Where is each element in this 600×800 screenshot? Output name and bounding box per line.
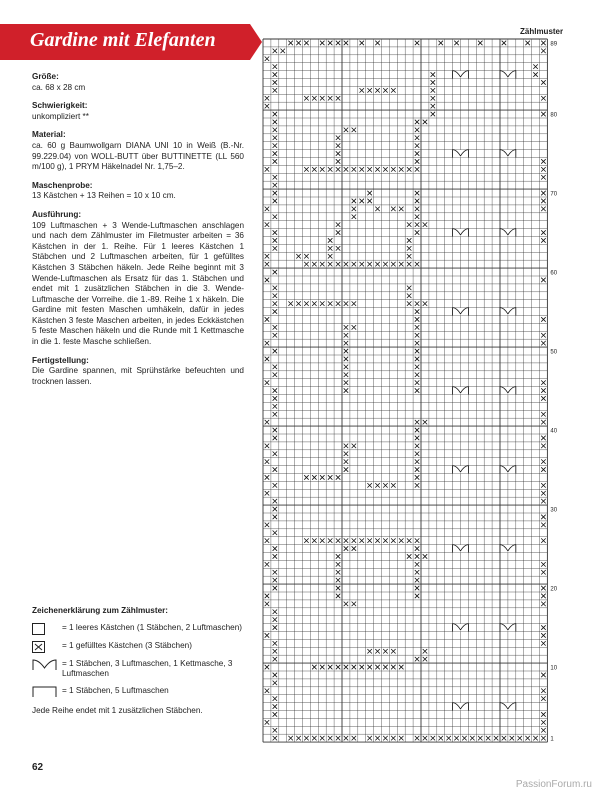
section-size (32, 72, 244, 93)
page-title: Gardine mit Elefanten (30, 29, 216, 51)
legend-footnote: Jede Reihe endet mit 1 zusätzlichen Stäbchen. (32, 705, 203, 715)
legend-text: = 1 gefülltes Kästchen (3 Stäbchen) (62, 640, 192, 650)
page-number: 62 (32, 762, 44, 773)
section-heading: Größe: (32, 72, 59, 81)
site-watermark: PassionForum.ru (515, 779, 592, 790)
section-material (32, 130, 244, 172)
legend-text: = 1 leeres Kästchen (1 Stäbchen, 2 Luftmaschen) (62, 622, 243, 632)
empty-box-icon (32, 623, 58, 635)
chart-title: Zählmuster (520, 27, 564, 36)
section-heading: Schwierigkeit: (32, 101, 88, 111)
legend-item-bar (32, 686, 244, 698)
section-body: 13 Kästchen + 13 Reihen = 10 x 10 cm. (32, 191, 176, 201)
section-gauge (32, 181, 244, 202)
section-body: ca. 60 g Baumwollgarn DIANA UNI 10 in Weiß (B.-Nr. 99.229.04) von WOLL-BUTT über BUTTINETTE (LL 560 m/100 g), 1 PRYM Häkelnadel Nr. 1,75–2. (32, 140, 244, 172)
row-label: 89 (550, 41, 558, 48)
row-label: 30 (550, 507, 558, 514)
legend-heading: Zeichenerklärung zum Zählmuster: (32, 606, 169, 615)
section-heading: Ausführung: (32, 209, 82, 219)
row-label: 80 (550, 112, 558, 119)
section-body: unkompliziert ** (32, 111, 89, 121)
legend-item-empty (32, 623, 244, 635)
section-body: Die Gardine spannen, mit Sprühstärke befeuchten und trocknen lassen. (32, 366, 244, 386)
section-difficulty (32, 101, 244, 122)
section-finishing (32, 356, 244, 388)
section-body: ca. 68 x 28 cm (32, 82, 86, 92)
filled-box-icon (32, 641, 58, 653)
section-heading: Material: (32, 130, 66, 140)
row-label: 20 (550, 586, 558, 593)
section-heading: Maschenprobe: (32, 180, 93, 190)
row-label: 60 (550, 270, 558, 277)
section-heading: Fertigstellung: (32, 355, 89, 365)
row-label: 40 (550, 428, 558, 435)
chart-legend (32, 606, 244, 716)
bar-icon (32, 686, 58, 698)
title-banner (0, 24, 262, 60)
legend-text: = 1 Stäbchen, 3 Luftmaschen, 1 Kettmasche, 3 Luftmaschen (62, 658, 233, 679)
row-label: 70 (550, 191, 558, 198)
row-label: 10 (550, 665, 558, 672)
crochet-chart (262, 38, 562, 778)
instructions-column (32, 72, 244, 395)
section-body: 109 Luftmaschen + 3 Wende-Luftmaschen anschlagen und nach dem Zählmuster im Filetmuster arbeiten = 36 Kästchen in der 1. Reihe. Für 1 leeres Kästchen 1 Stäbchen und 2 Luftmaschen arbeiten, für 1 gefülltes Kästchen 3 Stäbchen häkeln. Jede Reihe beginnt mit 3 Wende-Luftmaschen als Ersatz für das 1. Stäbchen und endet mit 1 zusätzlichen Stäbchen in die 3. Wende-Luftmasche der Vorreihe. die 1.-89. Reihe 1 x häkeln. Die Gardine mit festen Maschen umhäkeln, dafür in jedes Kästchen 3 feste Maschen arbeiten, in jedes Eckkästchen 5 feste Maschen häkeln und die Runde mit 1 Kettmasche in die 1. feste Masche schließen. (32, 220, 244, 347)
arch-icon (32, 659, 58, 671)
row-label: 50 (550, 349, 558, 356)
section-execution (32, 210, 244, 348)
legend-text: = 1 Stäbchen, 5 Luftmaschen (62, 685, 169, 695)
legend-item-arch (32, 659, 244, 680)
row-label: 1 (550, 736, 554, 743)
legend-item-filled (32, 641, 244, 653)
